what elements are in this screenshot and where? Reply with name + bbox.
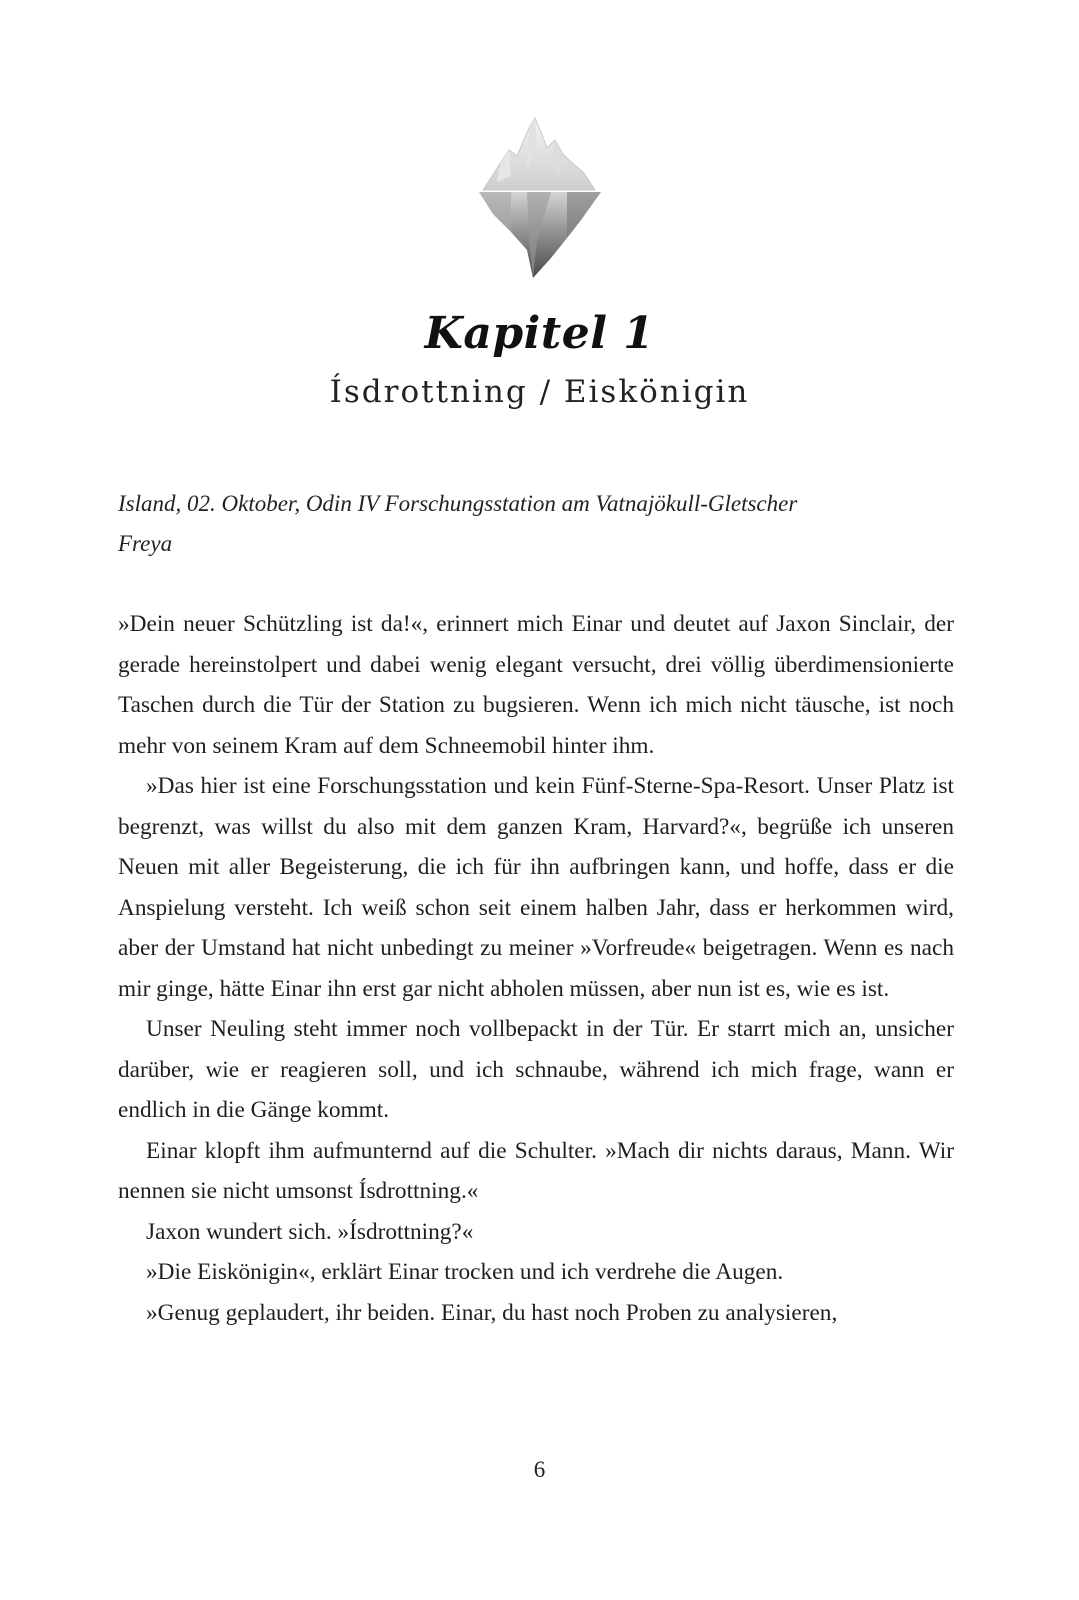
location-line: Island, 02. Oktober, Odin IV Forschungsstation am Vatnajökull-Gletscher <box>118 491 798 516</box>
narrator-name: Freya <box>118 531 173 556</box>
chapter-title: Kapitel 1 <box>424 308 655 359</box>
paragraph: »Genug geplaudert, ihr beiden. Einar, du hast noch Proben zu analysieren, <box>146 1299 838 1326</box>
paragraph: Einar klopft ihm aufmunternd auf die Schulter. »Mach dir nichts daraus, Mann. Wir nennen sie nicht umsonst Ísdrottning.« <box>118 1137 954 1204</box>
body-text <box>118 604 954 1333</box>
paragraph: »Die Eiskönigin«, erklärt Einar trocken und ich verdrehe die Augen. <box>146 1259 784 1285</box>
paragraph: Jaxon wundert sich. »Ísdrottning?« <box>146 1218 474 1245</box>
chapter-subtitle: Ísdrottning / Eiskönigin <box>329 374 750 410</box>
page-number: 6 <box>533 1457 546 1482</box>
location-heading <box>118 484 968 564</box>
paragraph: Unser Neuling steht immer noch vollbepackt in der Tür. Er starrt mich an, unsicher darüber, wie er reagieren soll, und ich schnaube, während ich mich frage, wann er endlich in die Gänge kommt. <box>118 1016 954 1123</box>
paragraph: »Das hier ist eine Forschungsstation und kein Fünf-Sterne-Spa-Resort. Unser Platz ist begrenzt, was willst du also mit dem ganzen Kram, Harvard?«, begrüße ich unseren Neuen mit aller Begeisterung, die ich für ihn aufbringen kann, und hoffe, dass er die Anspielung versteht. Ich weiß schon seit einem halben Jahr, dass er herkommen wird, aber der Umstand hat nicht unbedingt zu meiner »Vorfreude« beigetragen. Wenn es nach mir ginge, hätte Einar ihn erst gar nicht abholen müssen, aber nun ist es, wie es ist. <box>118 773 954 1002</box>
iceberg-icon <box>471 110 609 282</box>
paragraph: »Dein neuer Schützling ist da!«, erinnert mich Einar und deutet auf Jaxon Sinclair, der gerade hereinstolpert und dabei wenig elegant versucht, drei völlig überdimensionierte Taschen durch die Tür der Station zu bugsieren. Wenn ich mich nicht täusche, ist noch mehr von seinem Kram auf dem Schneemobil hinter ihm. <box>118 611 954 759</box>
